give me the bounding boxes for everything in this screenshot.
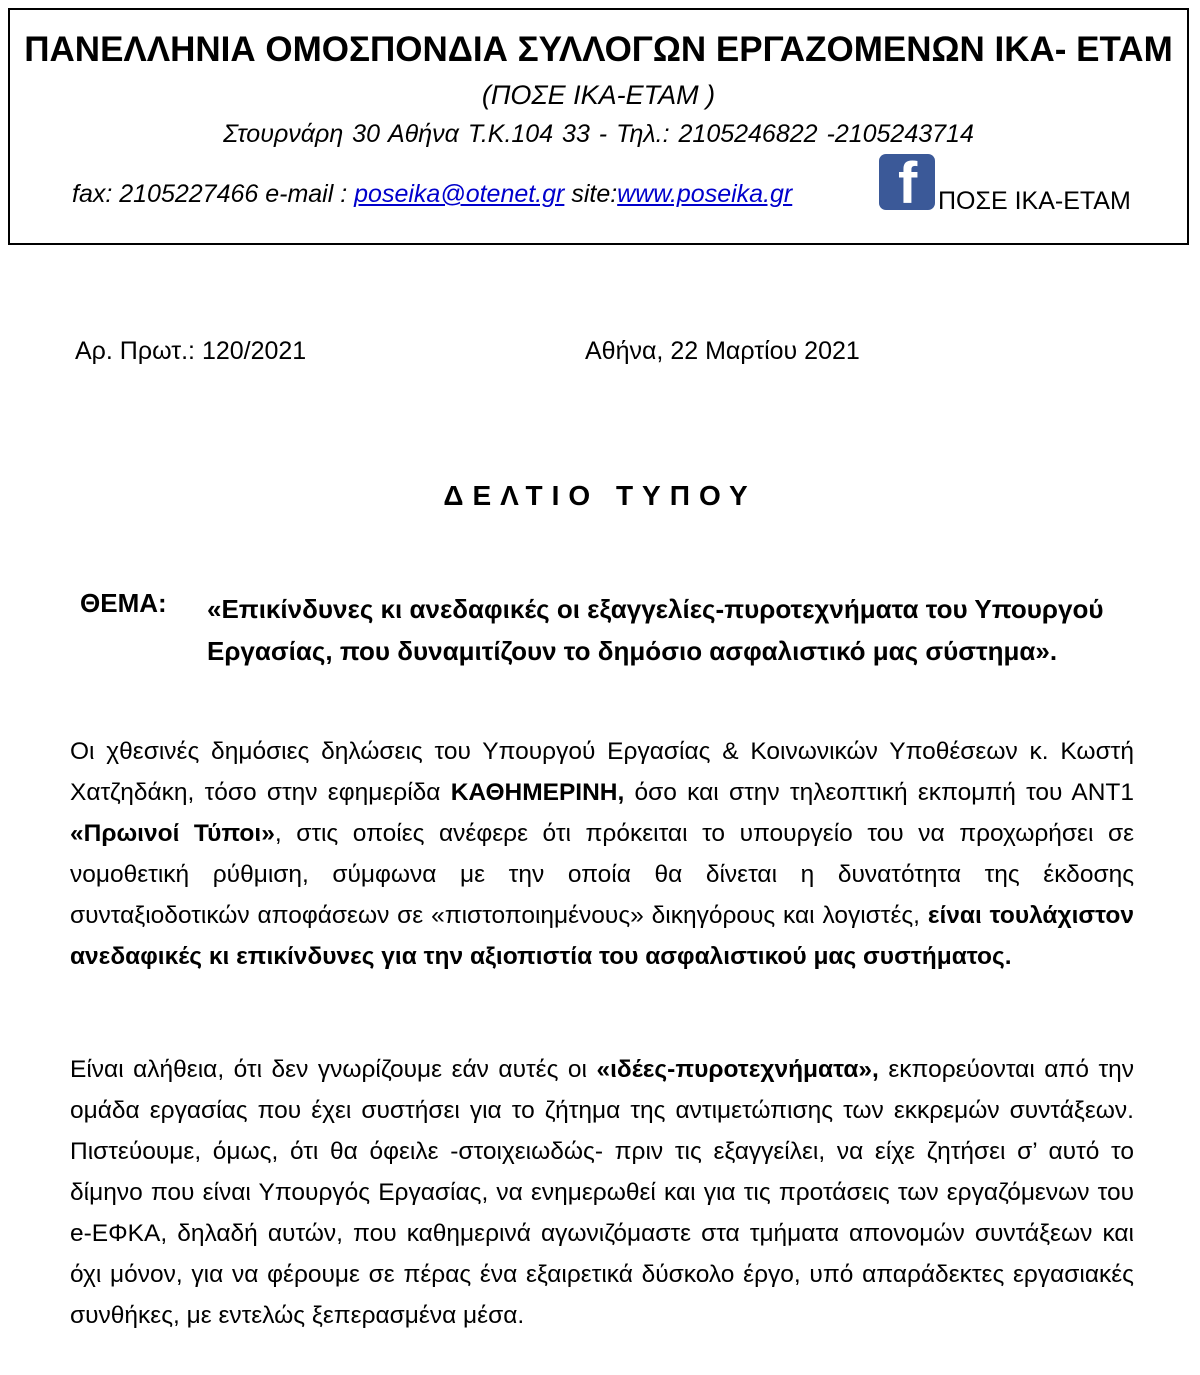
paragraph-1-text-1: Οι χθεσινές δημόσιες δηλώσεις του Υπουργού Εργασίας & Κοινωνικών Υποθέσεων κ. Κωστή Χατζηδάκη, τόσο στην εφημερίδα [70,738,1134,806]
email-link[interactable]: poseika@otenet.gr [354,180,565,208]
paragraph-2 [70,1049,1134,1336]
subject-label: ΘΕΜΑ: [80,588,167,618]
paragraph-1 [70,731,1134,977]
facebook-page-label: ΠΟΣΕ ΙΚΑ-ΕΤΑΜ [938,187,1131,215]
website-link[interactable]: www.poseika.gr [617,180,793,208]
document-date: Αθήνα, 22 Μαρτίου 2021 [585,337,860,365]
document-title: ΔΕΛΤΙΟ ΤΥΠΟΥ [443,480,757,511]
contact-line [72,180,792,209]
fax-email-label: fax: 2105227466 e-mail : [72,180,355,208]
paragraph-2-bold-1: «ιδέες-πυροτεχνήματα», [596,1056,879,1083]
paragraph-2-text-2: εκπορεύονται από την ομάδα εργασίας που έχει συστήσει για το ζήτημα της αντιμετώπισης των εκκρεμών συντάξεων. Πιστεύουμε, όμως, ότι θα όφειλε -στοιχειωδώς- πριν τις εξαγγείλει, να είχε ζητήσει σ’ αυτό το δίμηνο που είναι Υπουργός Εργασίας, να ενημερωθεί και για τις προτάσεις των εργαζόμενων του e-ΕΦΚΑ, δηλαδή αυτών, που καθημερινά αγωνιζόμαστε στα τμήματα απονομών συντάξεων και όχι μόνον, για να φέρουμε σε πέρας ένα εξαιρετικά δύσκολο έργο, υπό απαράδεκτες εργασιακές συνθήκες, με εντελώς ξεπερασμένα μέσα. [70,1056,1135,1329]
paragraph-2-text-1: Είναι αλήθεια, ότι δεν γνωρίζουμε εάν αυτές οι [70,1056,597,1083]
paragraph-1-bold-1: ΚΑΘΗΜΕΡΙΝΗ, [450,779,625,806]
paragraph-1-bold-3: είναι τουλάχιστον ανεδαφικές κι επικίνδυνες για την αξιοπιστία του ασφαλιστικού μας συστήματος. [70,902,1134,970]
facebook-icon[interactable] [879,151,935,216]
organization-address: Στουρνάρη 30 Αθήνα Τ.Κ.104 33 - Τηλ.: 2105246822 -2105243714 [223,120,974,148]
paragraph-1-text-2: όσο και στην τηλεοπτική εκπομπή του ΑΝΤ1 [624,779,1134,806]
facebook-f-glyph: f [898,151,918,216]
organization-name: ΠΑΝΕΛΛΗΝΙΑ ΟΜΟΣΠΟΝΔΙΑ ΣΥΛΛΟΓΩΝ ΕΡΓΑΖΟΜΕΝΩΝ ΙΚΑ- ΕΤΑΜ [24,30,1173,69]
site-label: site: [564,180,618,208]
paragraph-1-text-3: , στις οποίες ανέφερε ότι πρόκειται το υπουργείο του να προχωρήσει σε νομοθετική ρύθμιση, σύμφωνα με την οποία θα δίνεται η δυνατότητα της έκδοσης συνταξιοδοτικών αποφάσεων σε «πιστοποιημένους» δικηγόρους και λογιστές, [70,820,1134,929]
letterhead-box [8,8,1189,245]
subject-text: «Επικίνδυνες κι ανεδαφικές οι εξαγγελίες-πυροτεχνήματα του Υπουργού Εργασίας, που δυναμιτίζουν το δημόσιο ασφαλιστικό μας σύστημα». [207,594,1104,666]
paragraph-1-bold-2: «Πρωινοί Τύποι» [70,820,275,847]
organization-abbreviation: (ΠΟΣΕ ΙΚΑ-ΕΤΑΜ ) [481,80,716,110]
protocol-number: Αρ. Πρωτ.: 120/2021 [75,337,307,365]
